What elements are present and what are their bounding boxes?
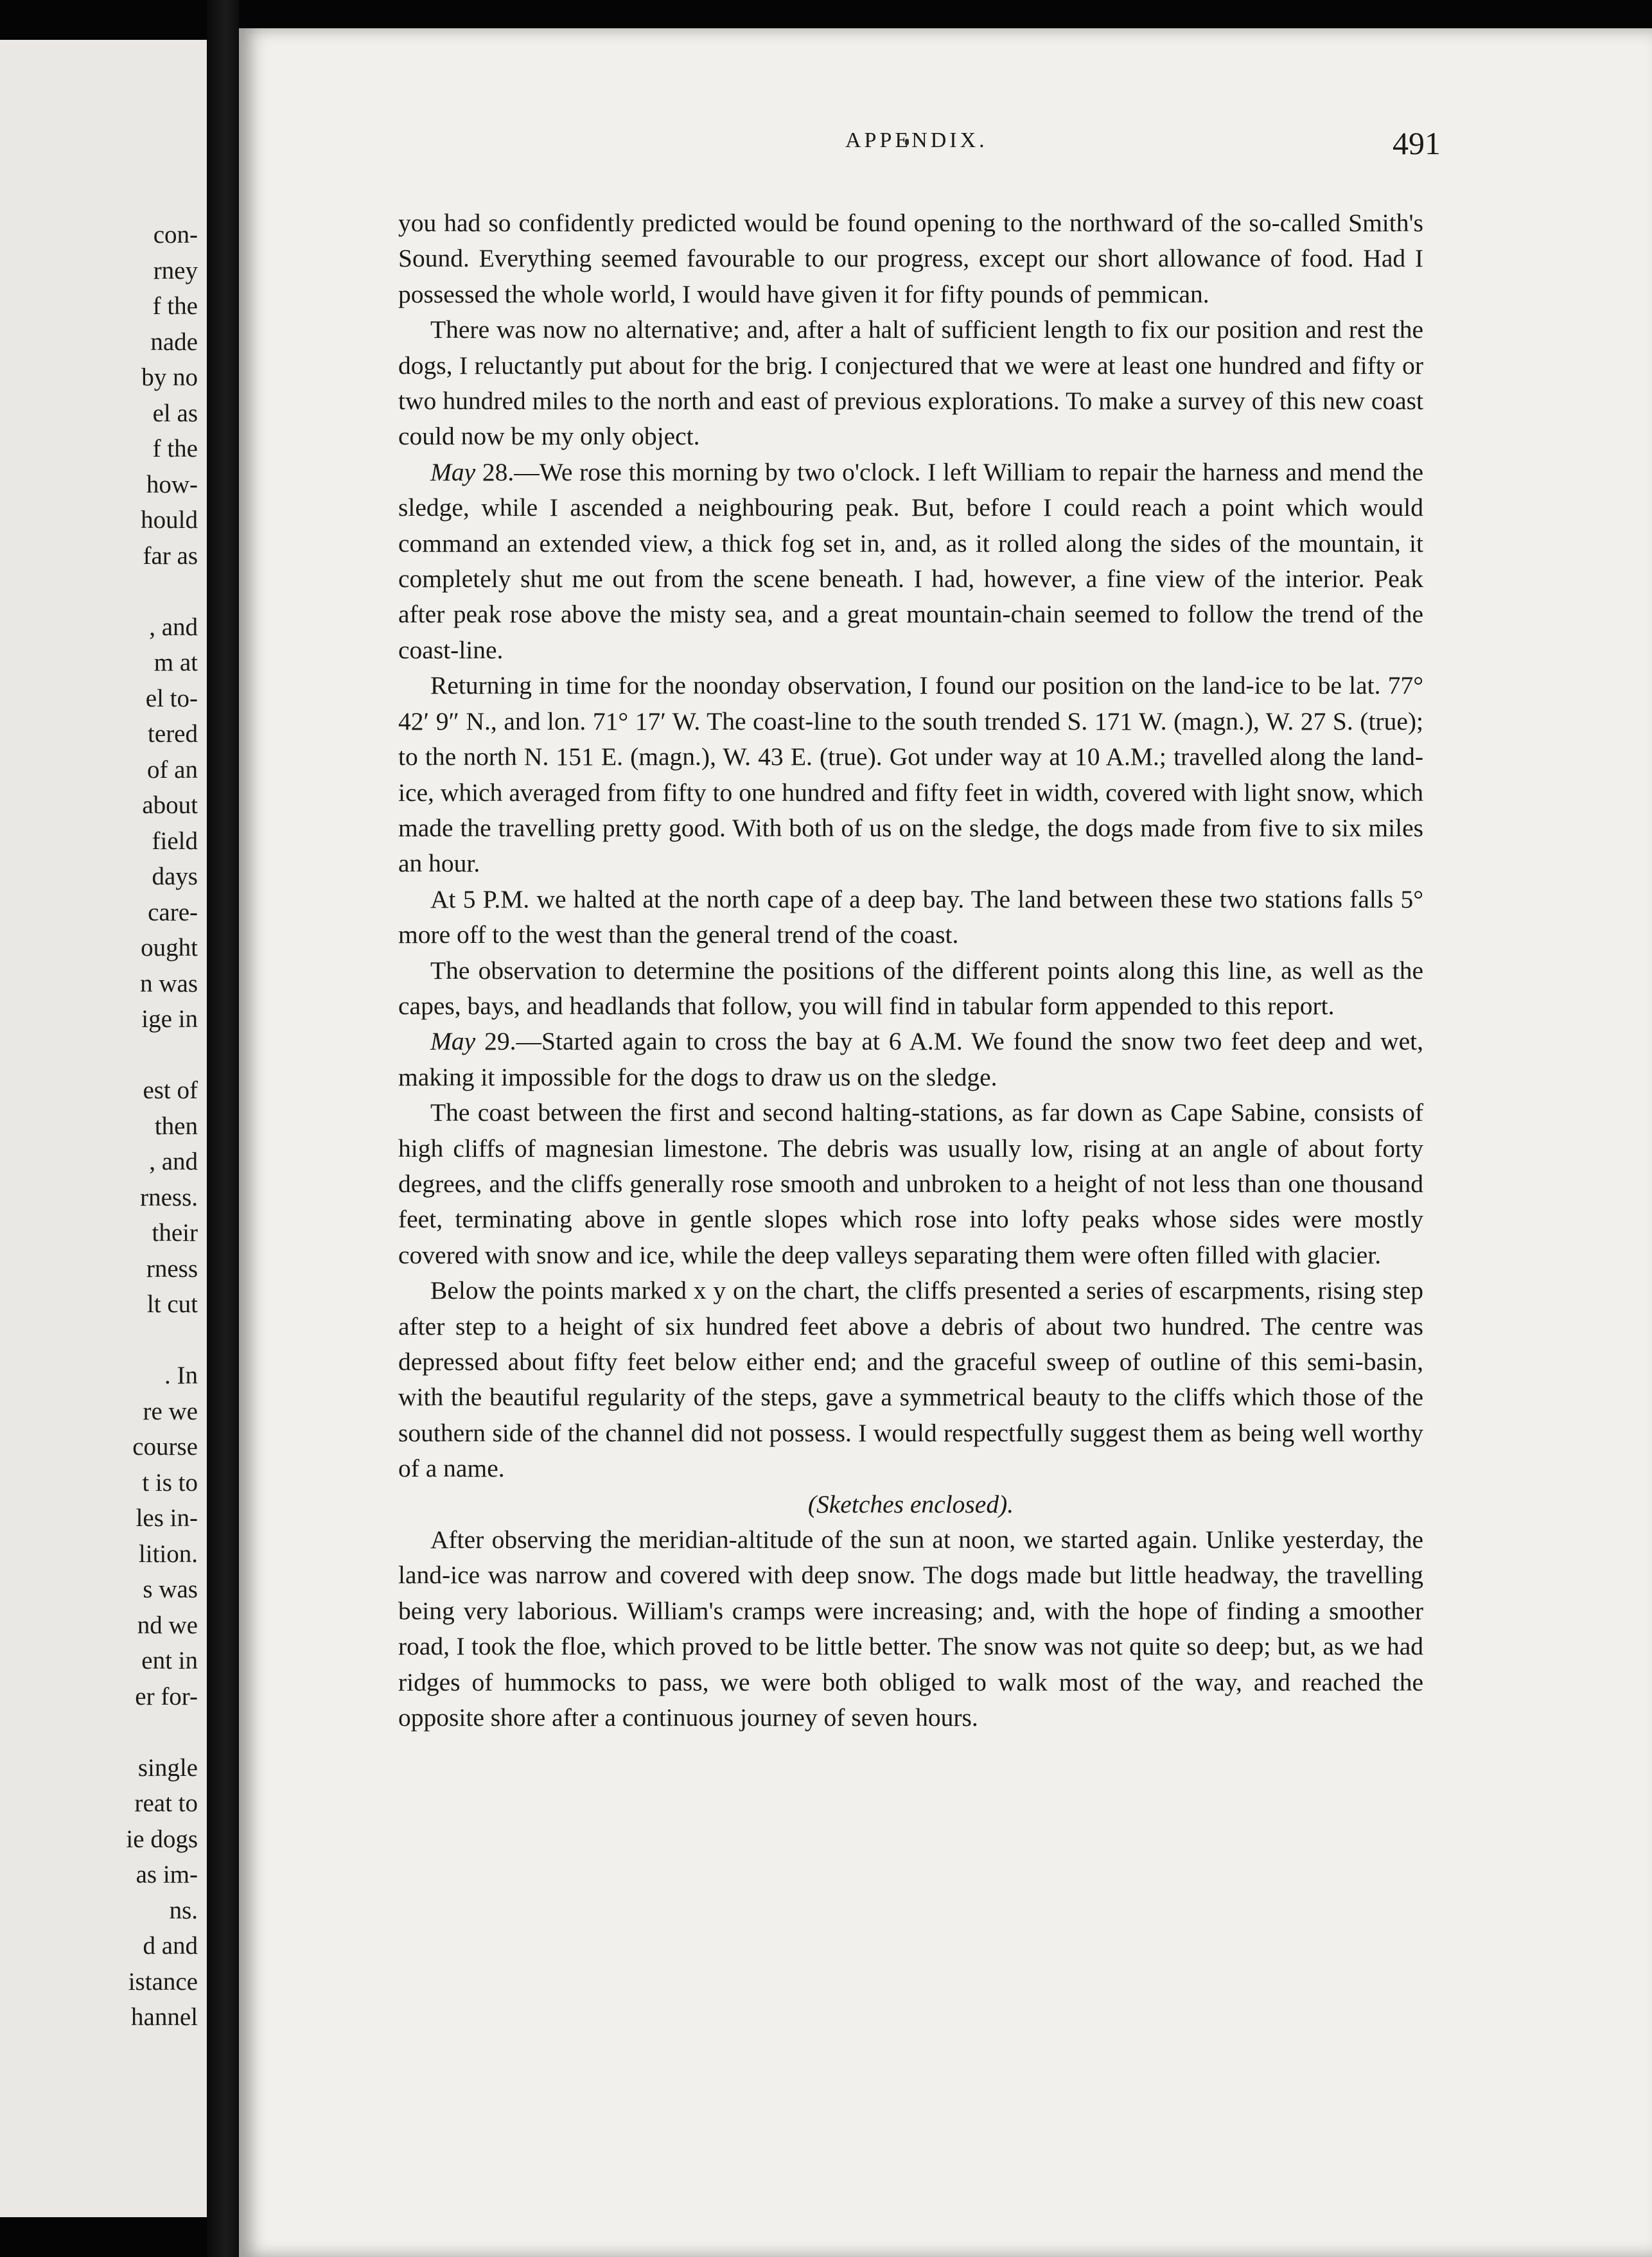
paragraph-text: (Sketches enclosed). [807, 1489, 1014, 1518]
left-page-fragment: ige in [141, 1005, 198, 1033]
left-page-fragment: ent in [141, 1647, 198, 1674]
left-page-fragment: care- [148, 898, 198, 926]
paragraph [398, 668, 1423, 881]
left-page-fragment: about [142, 791, 198, 819]
left-page-fragment: s was [143, 1576, 198, 1603]
paragraph [398, 312, 1423, 455]
entry-date: May [430, 1027, 476, 1056]
entry-date: May [430, 457, 476, 486]
left-page-fragment [0, 574, 207, 610]
paragraph [398, 1522, 1423, 1735]
left-page-fragment: ns. [169, 1896, 198, 1924]
left-page-fragment: les in- [136, 1504, 198, 1532]
left-page-fragment: by no [141, 364, 198, 391]
body-text [398, 206, 1423, 1735]
left-page-fragment: istance [128, 1967, 198, 1996]
paragraph [398, 455, 1423, 668]
paragraph-text: The coast between the first and second halting-stations, as far down as Cape Sabine, consists of high cliffs of magnesian limestone. The debris was usually low, rising at an angle of about forty degrees, and the cliffs generally rose smooth and unbroken to a height of not less than one thousand feet, terminating above in gentle slopes which rose into lofty peaks whose sides were mostly covered with snow and ice, while the deep valleys separating them were often filled with glacier. [398, 1098, 1423, 1269]
left-page-fragment: their [152, 1219, 198, 1247]
left-page-fragment: tered [148, 720, 198, 748]
left-page-fragment: , and [149, 613, 198, 641]
left-page-fragment: f the [152, 435, 198, 462]
paragraph-text: Below the points marked x y on the chart, the cliffs presented a series of escarpments, rising step after step to a height of six hundred feet above a debris of about two hundred. The centre was depressed about fifty feet below either end; and the graceful sweep of outline of this semi-basin, with the beautiful regularity of the steps, gave a symmetrical beauty to the cliffs which those of the southern side of the channel did not possess. I would respectfully suggest them as being well worthy of a name. [398, 1276, 1423, 1483]
left-page-fragment: nade [150, 328, 198, 356]
left-page-fragment: f the [152, 292, 198, 320]
left-page-fragment: lition. [138, 1540, 198, 1568]
paragraph-text: There was now no alternative; and, after a halt of sufficient length to fix our position and rest the dogs, I reluctantly put about for the brig. I conjectured that we were at least one hundred and fifty or two hundred miles to the north and east of previous explorations. To make a survey of this new coast could now be my only object. [398, 315, 1423, 451]
left-page-fragment: course [132, 1433, 198, 1461]
running-head [239, 125, 1652, 167]
left-page-fragment: re we [143, 1397, 198, 1425]
left-page-fragment: rness. [140, 1183, 198, 1211]
paragraph-text: After observing the meridian-altitude of the sun at noon, we started again. Unlike yesterday, the land-ice was narrow and covered with deep snow. The dogs made but little headway, the travelling being very laborious. William's cramps were increasing; and, with the hope of finding a smoother road, I took the floe, which proved to be little better. The snow was not quite so deep; but, as we had ridges of hummocks to pass, we were both obliged to walk most of the way, and reached the opposite shore after a continuous journey of seven hours. [398, 1525, 1423, 1732]
book-gutter [207, 0, 239, 2257]
left-page-fragment: n was [140, 969, 198, 997]
paragraph [398, 882, 1423, 953]
left-page-fragment: field [152, 827, 198, 855]
left-page-fragment: el to- [145, 684, 198, 712]
paragraph [398, 1273, 1423, 1486]
left-page-fragment: d and [143, 1932, 198, 1960]
left-page-fragment: m at [154, 649, 198, 676]
left-page-fragment: t is to [142, 1468, 198, 1497]
left-page-fragment: hannel [131, 2003, 198, 2031]
left-page-text-fragments [0, 217, 207, 2035]
left-page-fragment: far as [143, 541, 198, 570]
right-page [239, 28, 1652, 2257]
left-page-fragment: single [137, 1753, 198, 1782]
left-page-fragment: est of [143, 1076, 198, 1104]
paragraph-text: At 5 P.M. we halted at the north cape of a deep bay. The land between these two stations falls 5° more off to the west than the general trend of the coast. [398, 884, 1423, 949]
left-page-fragment [0, 1037, 207, 1073]
left-page-fragment: days [152, 863, 198, 890]
left-page-fragment: then [154, 1112, 198, 1140]
left-page-fragment: ie dogs [126, 1825, 198, 1853]
left-page-fragment: nd we [137, 1611, 198, 1639]
left-page-fragment: el as [152, 399, 198, 427]
left-page-fragment: of an [146, 755, 198, 784]
left-page-fragment: , and [149, 1148, 198, 1175]
left-page-fragment [0, 1322, 207, 1358]
running-title: APPENDIX. [845, 128, 988, 152]
paragraph-text: The observation to determine the positions of the different points along this line, as well as the capes, bays, and headlands that follow, you will find in tabular form appended to this report. [398, 956, 1423, 1020]
paragraph-text: 29.—Started again to cross the bay at 6 A.M. We found the snow two feet deep and wet, making it impossible for the dogs to draw us on the sledge. [398, 1027, 1423, 1091]
paragraph [398, 206, 1423, 312]
left-page-fragment: ought [141, 934, 198, 962]
paragraph [398, 1487, 1423, 1522]
paragraph [398, 953, 1423, 1024]
paragraph-text: you had so confidently predicted would be found opening to the northward of the so-called Smith's Sound. Everything seemed favourable to our progress, except our short allowance of food. Had I possessed the whole world, I would have given it for fifty pounds of pemmican. [398, 209, 1423, 308]
paragraph [398, 1095, 1423, 1273]
left-page-fragment [0, 1714, 207, 1750]
left-page-fragment: lt cut [146, 1290, 198, 1318]
left-page-fragment: how- [146, 470, 198, 498]
left-page-fragment: rness [146, 1254, 198, 1283]
left-page [0, 40, 207, 2217]
paragraph-text: 28.—We rose this morning by two o'clock. I left William to repair the harness and mend the sledge, while I ascended a neighbouring peak. But, before I could reach a point which would command an extended view, a thick fog set in, and, as it rolled along the sides of the mountain, it completely shut me out from the scene beneath. I had, however, a fine view of the interior. Peak after peak rose above the misty sea, and a great mountain-chain seemed to follow the trend of the coast-line. [398, 457, 1423, 664]
left-page-fragment: con- [153, 221, 198, 249]
left-page-fragment: reat to [134, 1789, 198, 1817]
paragraph [398, 1024, 1423, 1095]
paragraph-text: Returning in time for the noonday observation, I found our position on the land-ice to be lat. 77° 42′ 9″ N., and lon. 71° 17′ W. The coast-line to the south trended S. 171 W. (magn.), W. 27 S. (true); to the north N. 151 E. (magn.), W. 43 E. (true). Got under way at 10 A.M.; travelled along the land-ice, which averaged from fifty to one hundred and fifty feet in width, covered with light snow, which made the travelling pretty good. With both of us on the sledge, the dogs made from five to six miles an hour. [398, 671, 1423, 878]
left-page-fragment: as im- [136, 1861, 198, 1888]
left-page-fragment: . In [164, 1362, 198, 1389]
left-page-fragment: hould [141, 506, 198, 534]
page-number: 491 [1393, 125, 1441, 161]
left-page-fragment: er for- [135, 1682, 198, 1710]
left-page-fragment: rney [153, 256, 198, 285]
